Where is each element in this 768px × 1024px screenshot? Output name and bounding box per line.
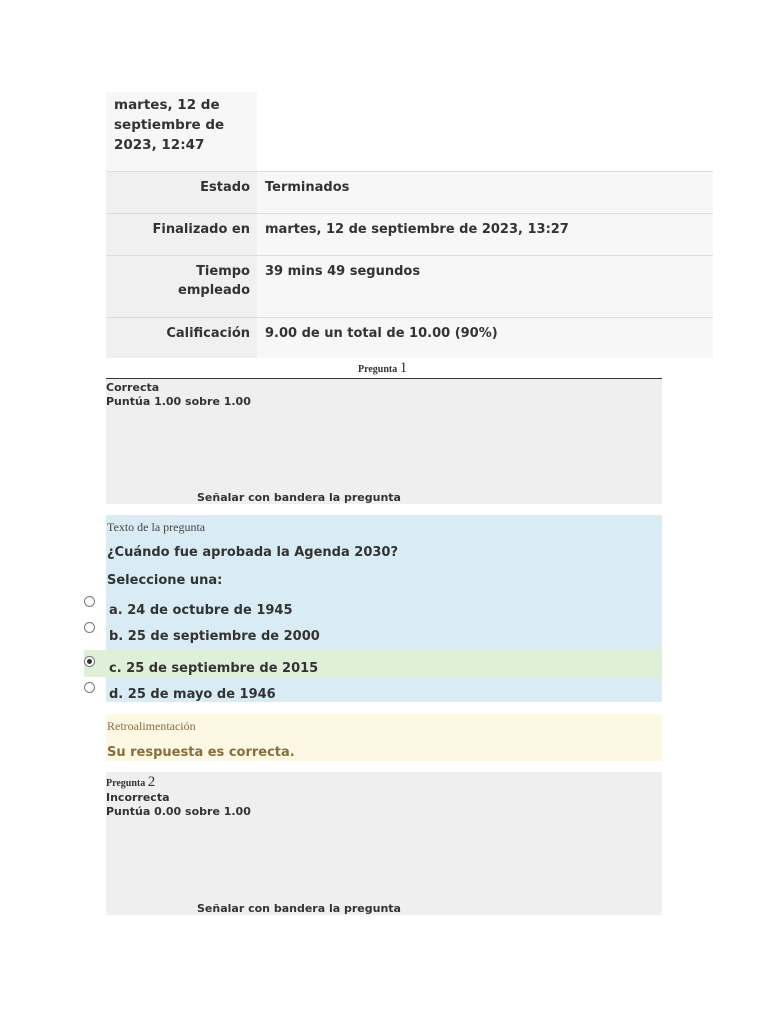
summary-row-grade [106,318,713,358]
question-text: ¿Cuándo fue aprobada la Agenda 2030? [107,545,399,560]
radio-button[interactable] [84,622,95,633]
question-text-label: Texto de la pregunta [107,520,206,534]
summary-row-time [106,256,713,318]
attempt-summary-table [106,92,713,358]
radio-button-selected[interactable] [84,656,95,667]
answer-option-a[interactable]: a. 24 de octubre de 1945 [84,597,662,623]
summary-value: 9.00 de un total de 10.00 (90%) [257,318,713,358]
feedback-label: Retroalimentación [107,719,196,733]
question-state: Correcta [106,381,160,394]
question-grade: Puntúa 0.00 sobre 1.00 [106,805,251,818]
question-grade: Puntúa 1.00 sobre 1.00 [106,395,251,408]
question-state: Incorrecta [106,791,170,804]
answer-option-c[interactable]: c. 25 de septiembre de 2015 [84,650,662,677]
summary-row-state [106,172,713,214]
flag-question-link[interactable]: Señalar con bandera la pregunta [197,491,401,504]
summary-label: Calificación [106,318,257,358]
summary-row-finished [106,214,713,256]
started-value: martes, 12 de septiembre de 2023, 12:47 [106,92,257,171]
question-2-title: Pregunta 2 [106,774,156,790]
summary-value: martes, 12 de septiembre de 2023, 13:27 [257,214,713,255]
radio-button[interactable] [84,596,95,607]
question-1-title: Pregunta 1 [358,360,408,376]
feedback-text: Su respuesta es correcta. [107,745,295,760]
radio-button[interactable] [84,682,95,693]
summary-value: Terminados [257,172,713,213]
answer-option-d[interactable]: d. 25 de mayo de 1946 [84,677,662,703]
summary-value: 39 mins 49 segundos [257,256,713,317]
question-1-info [106,379,662,504]
select-one-prompt: Seleccione una: [107,573,223,588]
flag-question-link[interactable]: Señalar con bandera la pregunta [197,902,401,915]
summary-label: Estado [106,172,257,213]
summary-label: Tiempo empleado [106,256,257,317]
summary-label: Finalizado en [106,214,257,255]
question-2-info [106,772,662,915]
answer-option-b[interactable]: b. 25 de septiembre de 2000 [84,623,662,649]
summary-row-started [106,92,713,172]
